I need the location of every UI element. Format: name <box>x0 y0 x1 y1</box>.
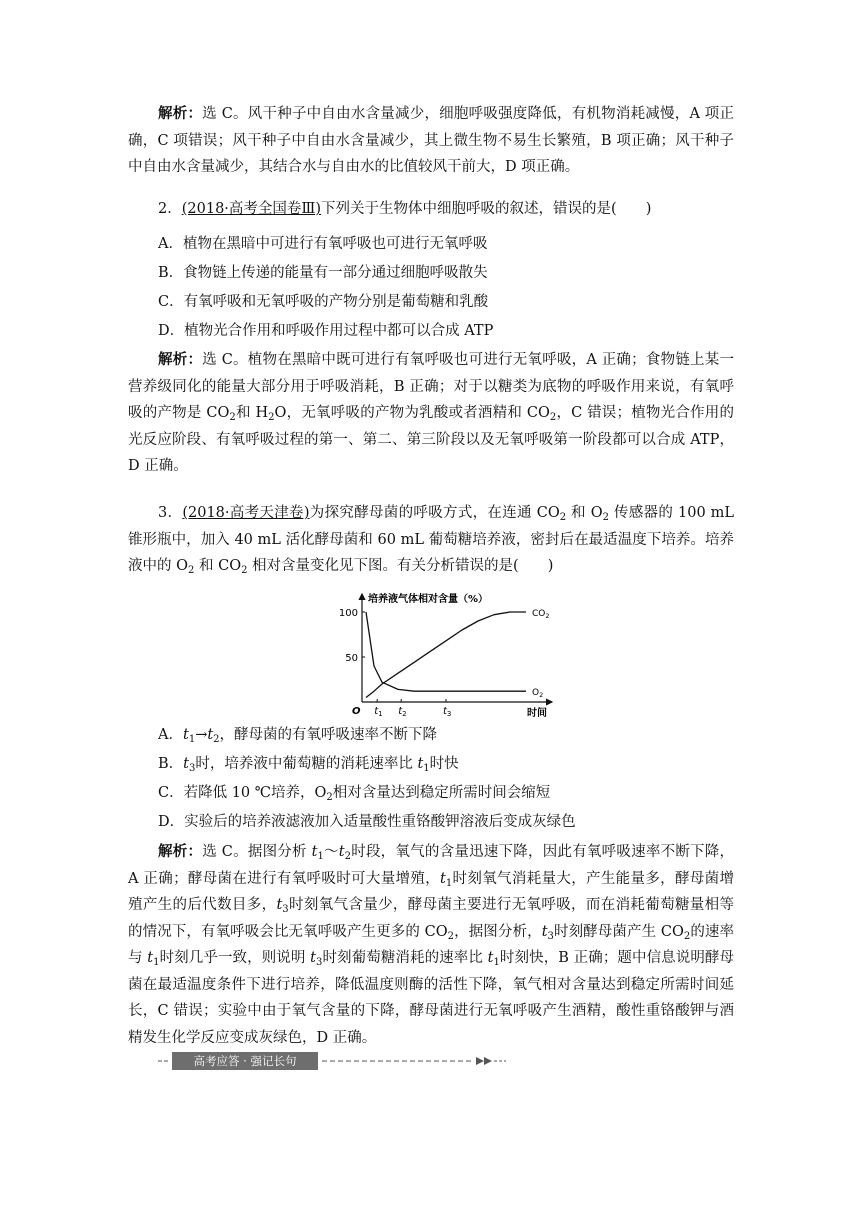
analysis-text: 时刻几乎一致，则说明 <box>159 950 311 966</box>
analysis-text: O，无氧呼吸的产物为乳酸或者酒精和 CO <box>274 405 550 421</box>
option-text: 时，培养液中葡萄糖的消耗速率比 <box>195 756 418 772</box>
series-line-co2 <box>366 612 526 698</box>
t1: t <box>417 756 424 772</box>
subscript: 2 <box>241 565 248 576</box>
analysis-label: 解析： <box>158 105 203 122</box>
t2: t <box>207 727 214 743</box>
chart-lines <box>366 609 550 699</box>
subscript: 3 <box>282 904 289 915</box>
question-3-stem <box>128 500 734 580</box>
option-text: ，酵母菌的有氧呼吸速率不断下降 <box>219 727 438 743</box>
subscript: 2 <box>229 412 236 423</box>
analysis-text: 和 H <box>235 405 269 421</box>
option-letter: B． <box>158 756 184 772</box>
question-stem: 相对含量变化见下图。有关分析错误的是( ) <box>247 558 554 574</box>
gas-content-chart <box>330 590 560 720</box>
option-a: A．植物在黑暗中可进行有氧呼吸也可进行无氧呼吸 <box>158 236 488 252</box>
analysis-text: ，C 错误；植物光合作用的光反应阶段、有氧呼吸过程的第一、第二、第三阶段以及无氧呼吸第一阶段都可以合成 ATP，D 正确。 <box>128 405 734 474</box>
analysis-text: 选 C。风干种子中自由水含量减少，细胞呼吸强度降低，有机物消耗减慢，A 项正确，C 项错误；风干种子中自由水含量减少，其上微生物不易生长繁殖，B 项正确；风干种子中自由水含量减少，其结合水与自由水的比值较风干前大，D 项正确。 <box>128 106 735 175</box>
chart-title: 培养液气体相对含量（%） <box>368 594 489 605</box>
t3: t <box>276 897 283 913</box>
subscript: 1 <box>493 957 500 968</box>
section-banner <box>158 1050 508 1072</box>
subscript: 2 <box>268 412 275 423</box>
subscript: 3 <box>188 763 196 774</box>
question-number: 2． <box>158 201 182 217</box>
analysis-paragraph-2 <box>128 347 734 480</box>
question-stem: 和 O <box>566 505 603 521</box>
subscript: 1 <box>153 957 160 968</box>
series-label-co2: $CO_2$ <box>532 609 550 620</box>
subscript: 1 <box>423 763 430 774</box>
analysis-text: ，据图分析， <box>454 923 542 940</box>
analysis-paragraph-1 <box>128 101 734 181</box>
x-tick-label: $t_1$ <box>374 706 383 718</box>
question-source: (2018·高考天津卷) <box>182 505 310 521</box>
option-d: D．实验后的培养液滤液加入适量酸性重铬酸钾溶液后变成灰绿色 <box>158 814 576 830</box>
option-a <box>158 724 437 746</box>
subscript: 2 <box>213 734 220 745</box>
t3: t <box>310 950 316 966</box>
option-c: C．有氧呼吸和无氧呼吸的产物分别是葡萄糖和乳酸 <box>158 294 489 310</box>
banner-label: 高考应答 · 强记长句 <box>193 1054 297 1068</box>
x-tick-label: $t_3$ <box>443 706 452 718</box>
subscript: 2 <box>344 851 351 862</box>
subscript: 2 <box>188 565 195 576</box>
subscript: 1 <box>317 851 324 862</box>
analysis-text: 的速率与 <box>128 923 735 966</box>
x-tick-label: $t_2$ <box>398 706 407 718</box>
question-source: (2018·高考全国卷Ⅲ) <box>181 201 322 217</box>
subscript: 2 <box>549 412 557 423</box>
subscript: 2 <box>326 792 333 803</box>
subscript: 2 <box>602 512 609 523</box>
analysis-text: 时刻酵母菌产生 CO <box>553 923 684 940</box>
x-axis-label: 时间 <box>527 708 547 719</box>
analysis-text: 选 C。据图分析 <box>202 844 312 860</box>
t1: t <box>440 870 446 887</box>
option-c <box>158 782 550 804</box>
option-d: D．植物光合作用和呼吸作用过程中都可以合成 ATP <box>158 323 494 339</box>
question-stem: 传感器的 100 mL 锥形瓶中，加入 40 mL 活化酵母菌和 60 mL 葡萄糖培养液，密封后在最适温度下培养。培养液中的 O <box>128 505 735 574</box>
subscript: 1 <box>188 734 196 745</box>
question-stem: 为探究酵母菌的呼吸方式，在连通 CO <box>309 505 560 521</box>
banner-arrow-icon <box>476 1057 492 1065</box>
y-tick-label: 100 <box>338 608 358 619</box>
question-number: 3． <box>158 505 183 521</box>
t3: t <box>541 923 548 940</box>
analysis-text: ～ <box>323 844 339 860</box>
option-text: C．若降低 10 ℃培养，O <box>158 785 327 801</box>
t1: t <box>487 950 494 966</box>
option-b <box>158 753 459 775</box>
arrow: → <box>195 727 208 743</box>
analysis-text: 选 C。植物在黑暗中既可进行有氧呼吸也可进行无氧呼吸，A 正确；食物链上某一营养级同化的能量大部分用于呼吸消耗，B 正确；对于以糖类为底物的呼吸作用来说，有氧呼吸的产物是 CO <box>128 352 735 421</box>
origin-label: O <box>352 706 361 717</box>
analysis-text: 时刻氧气消耗量大，产生能量多，酵母菌增殖产生的后代数目多， <box>128 870 734 913</box>
subscript: 2 <box>559 512 567 523</box>
option-b: B．食物链上传递的能量有一部分通过细胞呼吸散失 <box>158 265 488 281</box>
subscript: 1 <box>445 877 453 889</box>
t1: t <box>311 844 318 860</box>
option-text: 相对含量达到稳定所需时间会缩短 <box>332 785 551 801</box>
subscript: 3 <box>547 930 554 942</box>
subscript: 3 <box>316 957 323 968</box>
t1: t <box>147 950 154 966</box>
option-text: 时快 <box>429 756 459 772</box>
analysis-label: 解析： <box>158 351 203 368</box>
t1: t <box>182 727 189 743</box>
subscript: 2 <box>683 930 691 942</box>
analysis-text: 时刻葡萄糖消耗的速率比 <box>322 950 488 966</box>
analysis-text: 时刻氧气含量少，酵母菌主要进行无氧呼吸，而在消耗葡萄糖量相等的情况下，有氧呼吸会比无氧呼吸产生更多的 CO <box>128 897 735 940</box>
analysis-label: 解析： <box>158 843 203 860</box>
analysis-text: 时段，氧气的含量迅速下降，因此有氧呼吸速率不断下降，A 正确；酵母菌在进行有氧呼吸时可大量增殖， <box>128 844 735 887</box>
question-2-stem <box>128 196 734 223</box>
t2: t <box>338 844 345 860</box>
series-label-o2: $O_2$ <box>532 688 544 700</box>
y-tick-label: 50 <box>345 653 358 664</box>
question-stem: 和 CO <box>194 558 242 574</box>
question-stem: 下列关于生物体中细胞呼吸的叙述，错误的是( ) <box>321 201 652 217</box>
analysis-paragraph-3 <box>128 839 734 1051</box>
analysis-text: 时刻快，B 正确；题中信息说明酵母菌在最适温度条件下进行培养，降低温度则酶的活性下降，氧气相对含量达到稳定所需时间延长，C 错误；实验中由于氧气含量的下降，酵母菌进行无氧呼吸产生酒精，酸性重铬酸钾与酒精发生化学反应变成灰绿色，D 正确。 <box>128 950 735 1046</box>
option-letter: A． <box>158 727 183 743</box>
t3: t <box>183 756 189 772</box>
subscript: 2 <box>447 930 454 942</box>
